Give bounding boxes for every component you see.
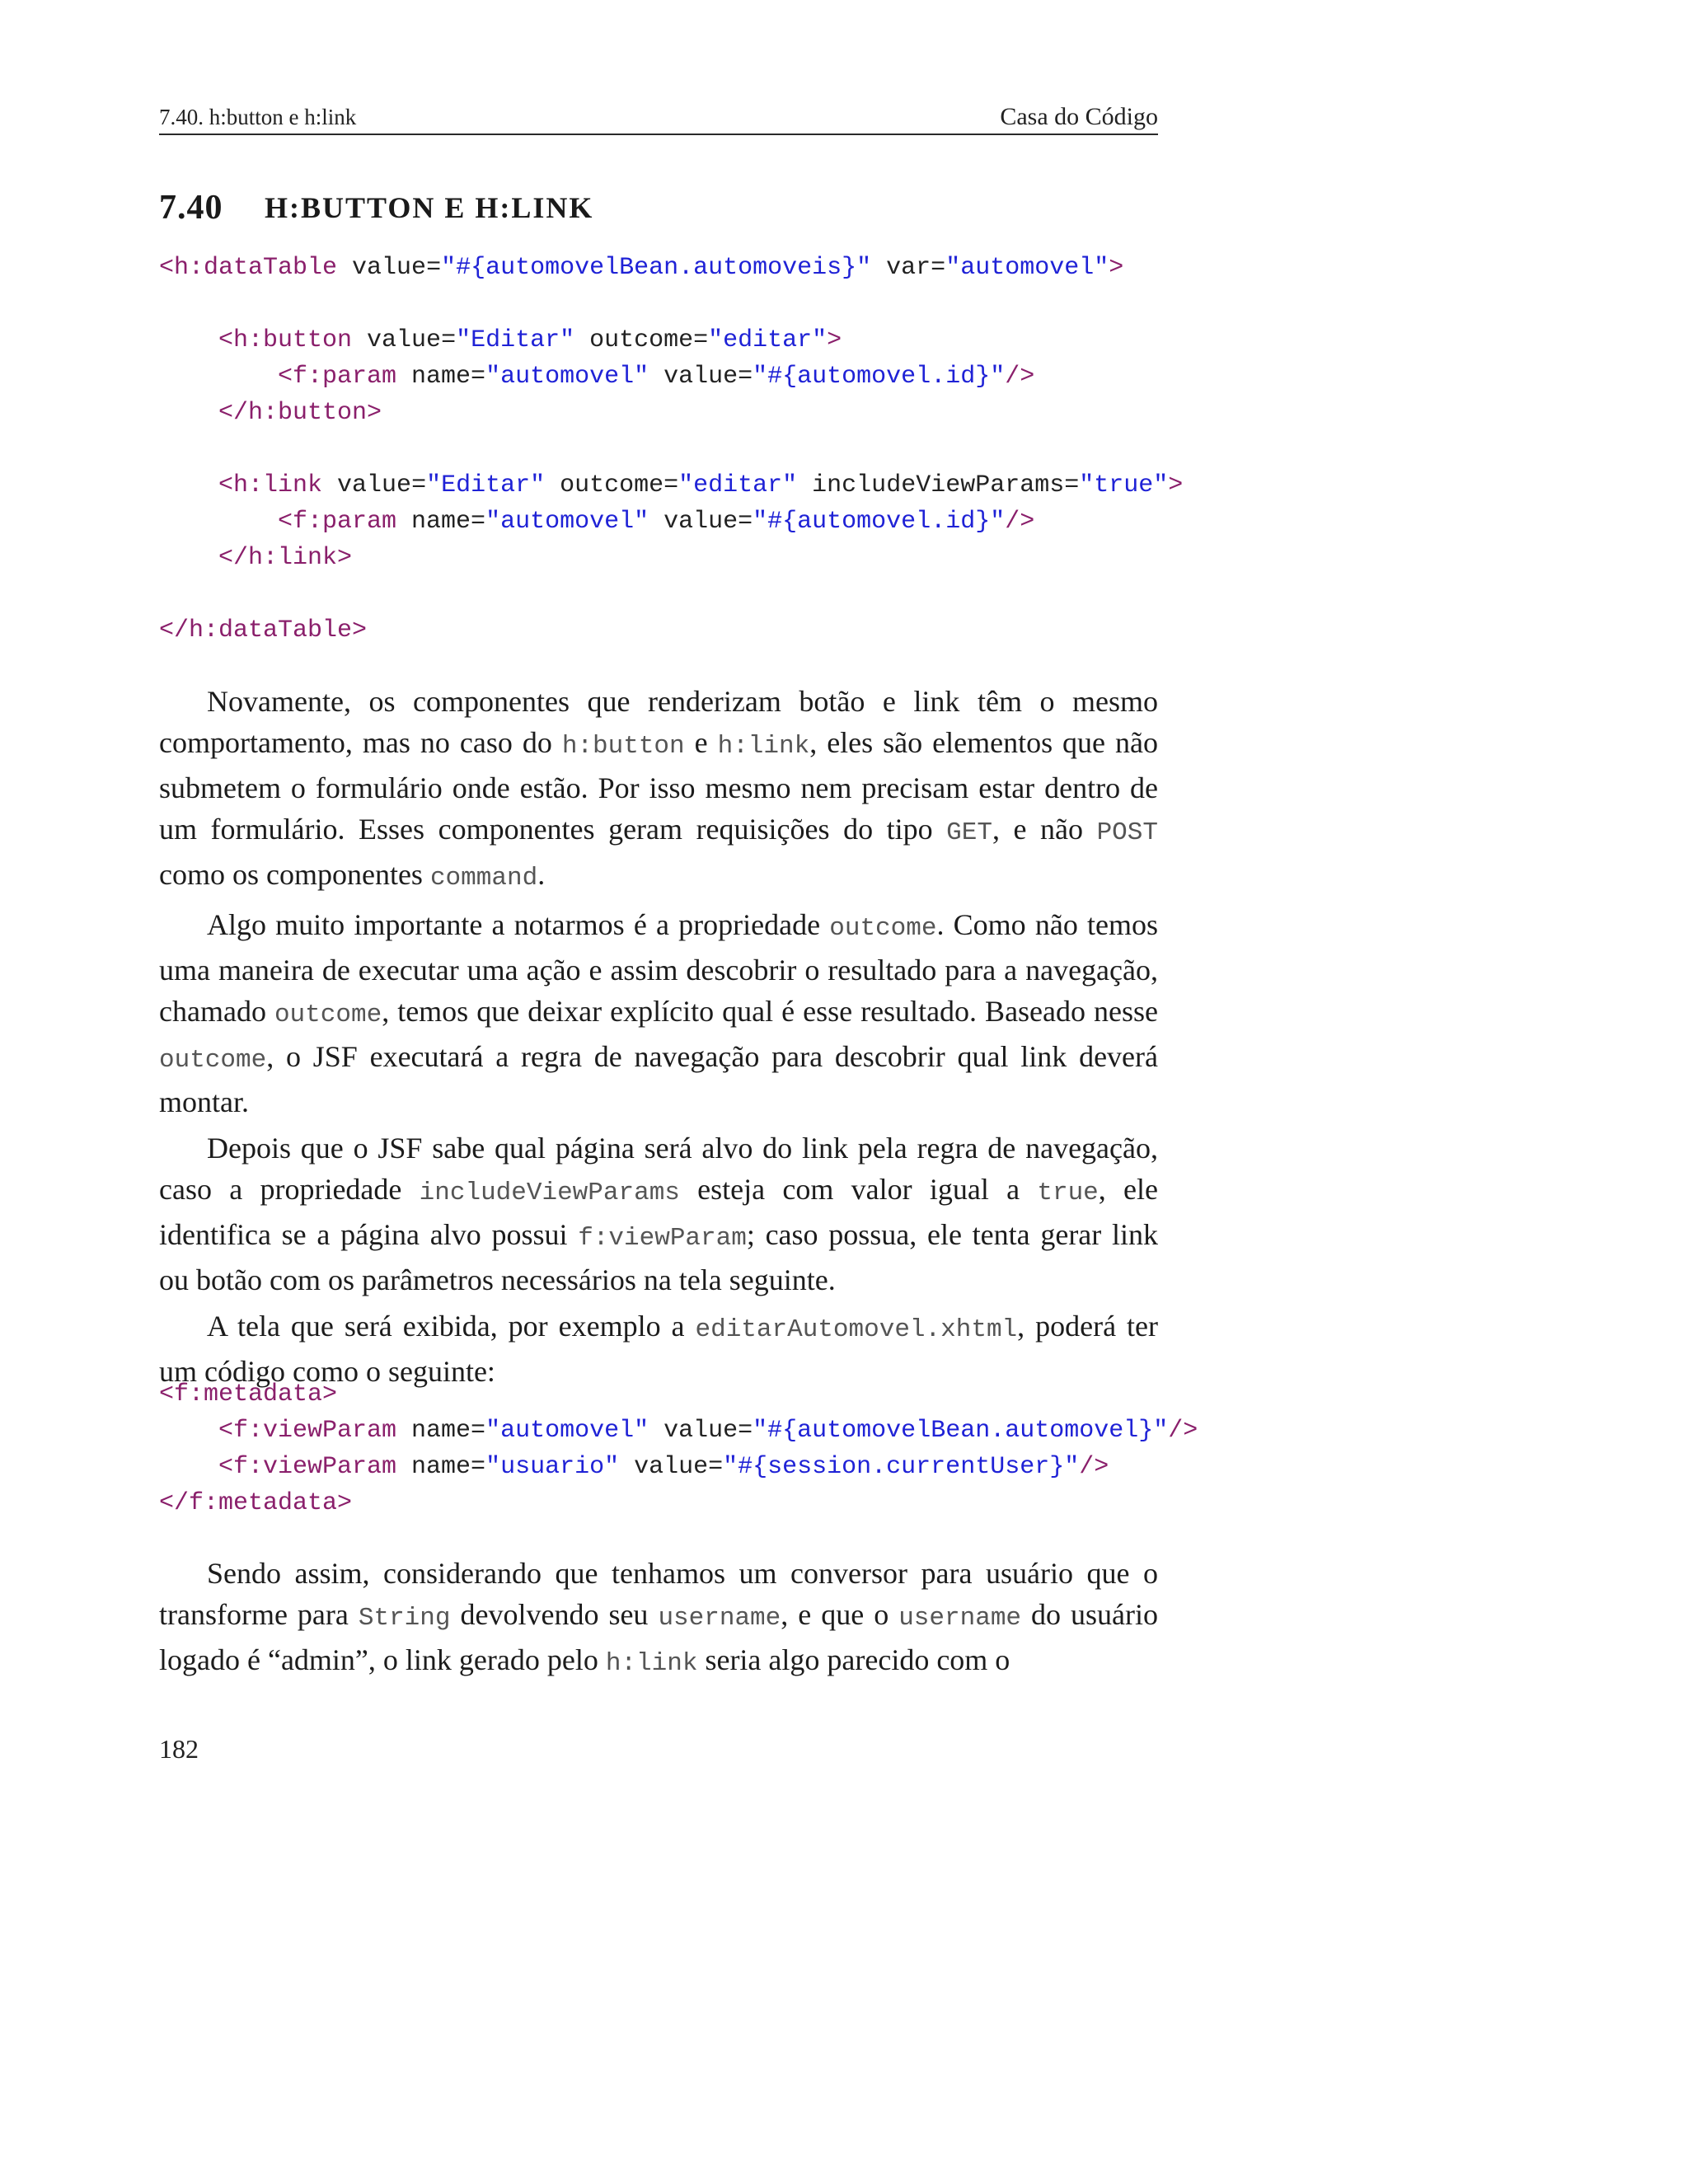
code-line-blank (159, 286, 1181, 322)
code-line: <h:dataTable value="#{automovelBean.automoveis}" var="automovel"> (159, 254, 1124, 282)
page-number: 182 (159, 1734, 199, 1764)
code-line: <h:button value="Editar" outcome="editar"> (159, 326, 842, 354)
paragraph: Algo muito importante a notarmos é a propriedade outcome. Como não temos uma maneira de executar uma ação e assim descobrir o resultado para a navegação, chamado outcome, temos que deixar explícito qual é esse resultado. Baseado nesse outcome, o JSF executará a regra de navegação para descobrir qual link deverá montar. (159, 908, 1158, 1118)
paragraph: Depois que o JSF sabe qual página será alvo do link pela regra de navegação, caso a propriedade includeViewParams esteja com valor igual a true, ele identifica se a página alvo possui f:viewParam; caso possua, ele tenta gerar link ou botão com os parâmetros necessários na tela seguinte. (159, 1132, 1159, 1296)
code-line-blank (159, 431, 1181, 467)
code-line: </h:link> (159, 544, 353, 572)
code-line: <f:param name="automovel" value="#{automovel.id}"/> (159, 508, 1035, 536)
paragraph: A tela que será exibida, por exemplo a editarAutomovel.xhtml, poderá ter um código como o seguinte: (159, 1310, 1158, 1388)
code-line: <f:viewParam name="automovel" value="#{automovelBean.automovel}"/> (159, 1417, 1198, 1445)
section-number: 7.40 (159, 189, 223, 227)
code-line: <f:metadata> (159, 1380, 338, 1408)
paragraph: Sendo assim, considerando que tenhamos um conversor para usuário que o transforme para String devolvendo seu username, e que o username do usuário logado é “admin”, o link gerado pelo h:link seria algo parecido com o (159, 1557, 1158, 1678)
code-line: <h:link value="Editar" outcome="editar" includeViewParams="true"> (159, 471, 1184, 499)
code-listing-datatable (159, 250, 1184, 649)
section-title: H:BUTTON E H:LINK (265, 191, 594, 224)
code-line: </f:metadata> (159, 1489, 353, 1517)
body-text-top (159, 681, 1158, 1392)
code-line-blank (159, 576, 1181, 612)
code-line: <f:viewParam name="usuario" value="#{session.currentUser}"/> (159, 1453, 1109, 1481)
code-line: <f:param name="automovel" value="#{automovel.id}"/> (159, 363, 1035, 391)
running-header-section: 7.40. h:button e h:link (159, 105, 357, 129)
body-text-bottom (159, 1553, 1158, 1685)
running-header-book-title: Casa do Código (1000, 103, 1158, 130)
paragraph: Novamente, os componentes que renderizam botão e link têm o mesmo comportamento, mas no caso do h:button e h:link, eles são elementos que não submetem o formulário onde estão. Por isso mesmo nem precisam estar dentro de um formulário. Esses componentes geram requisições do tipo GET, e não POST como os componentes command. (159, 685, 1158, 893)
code-listing-metadata (159, 1376, 1198, 1521)
code-line: </h:button> (159, 399, 382, 427)
running-header (159, 101, 1158, 135)
code-line: </h:dataTable> (159, 616, 368, 644)
